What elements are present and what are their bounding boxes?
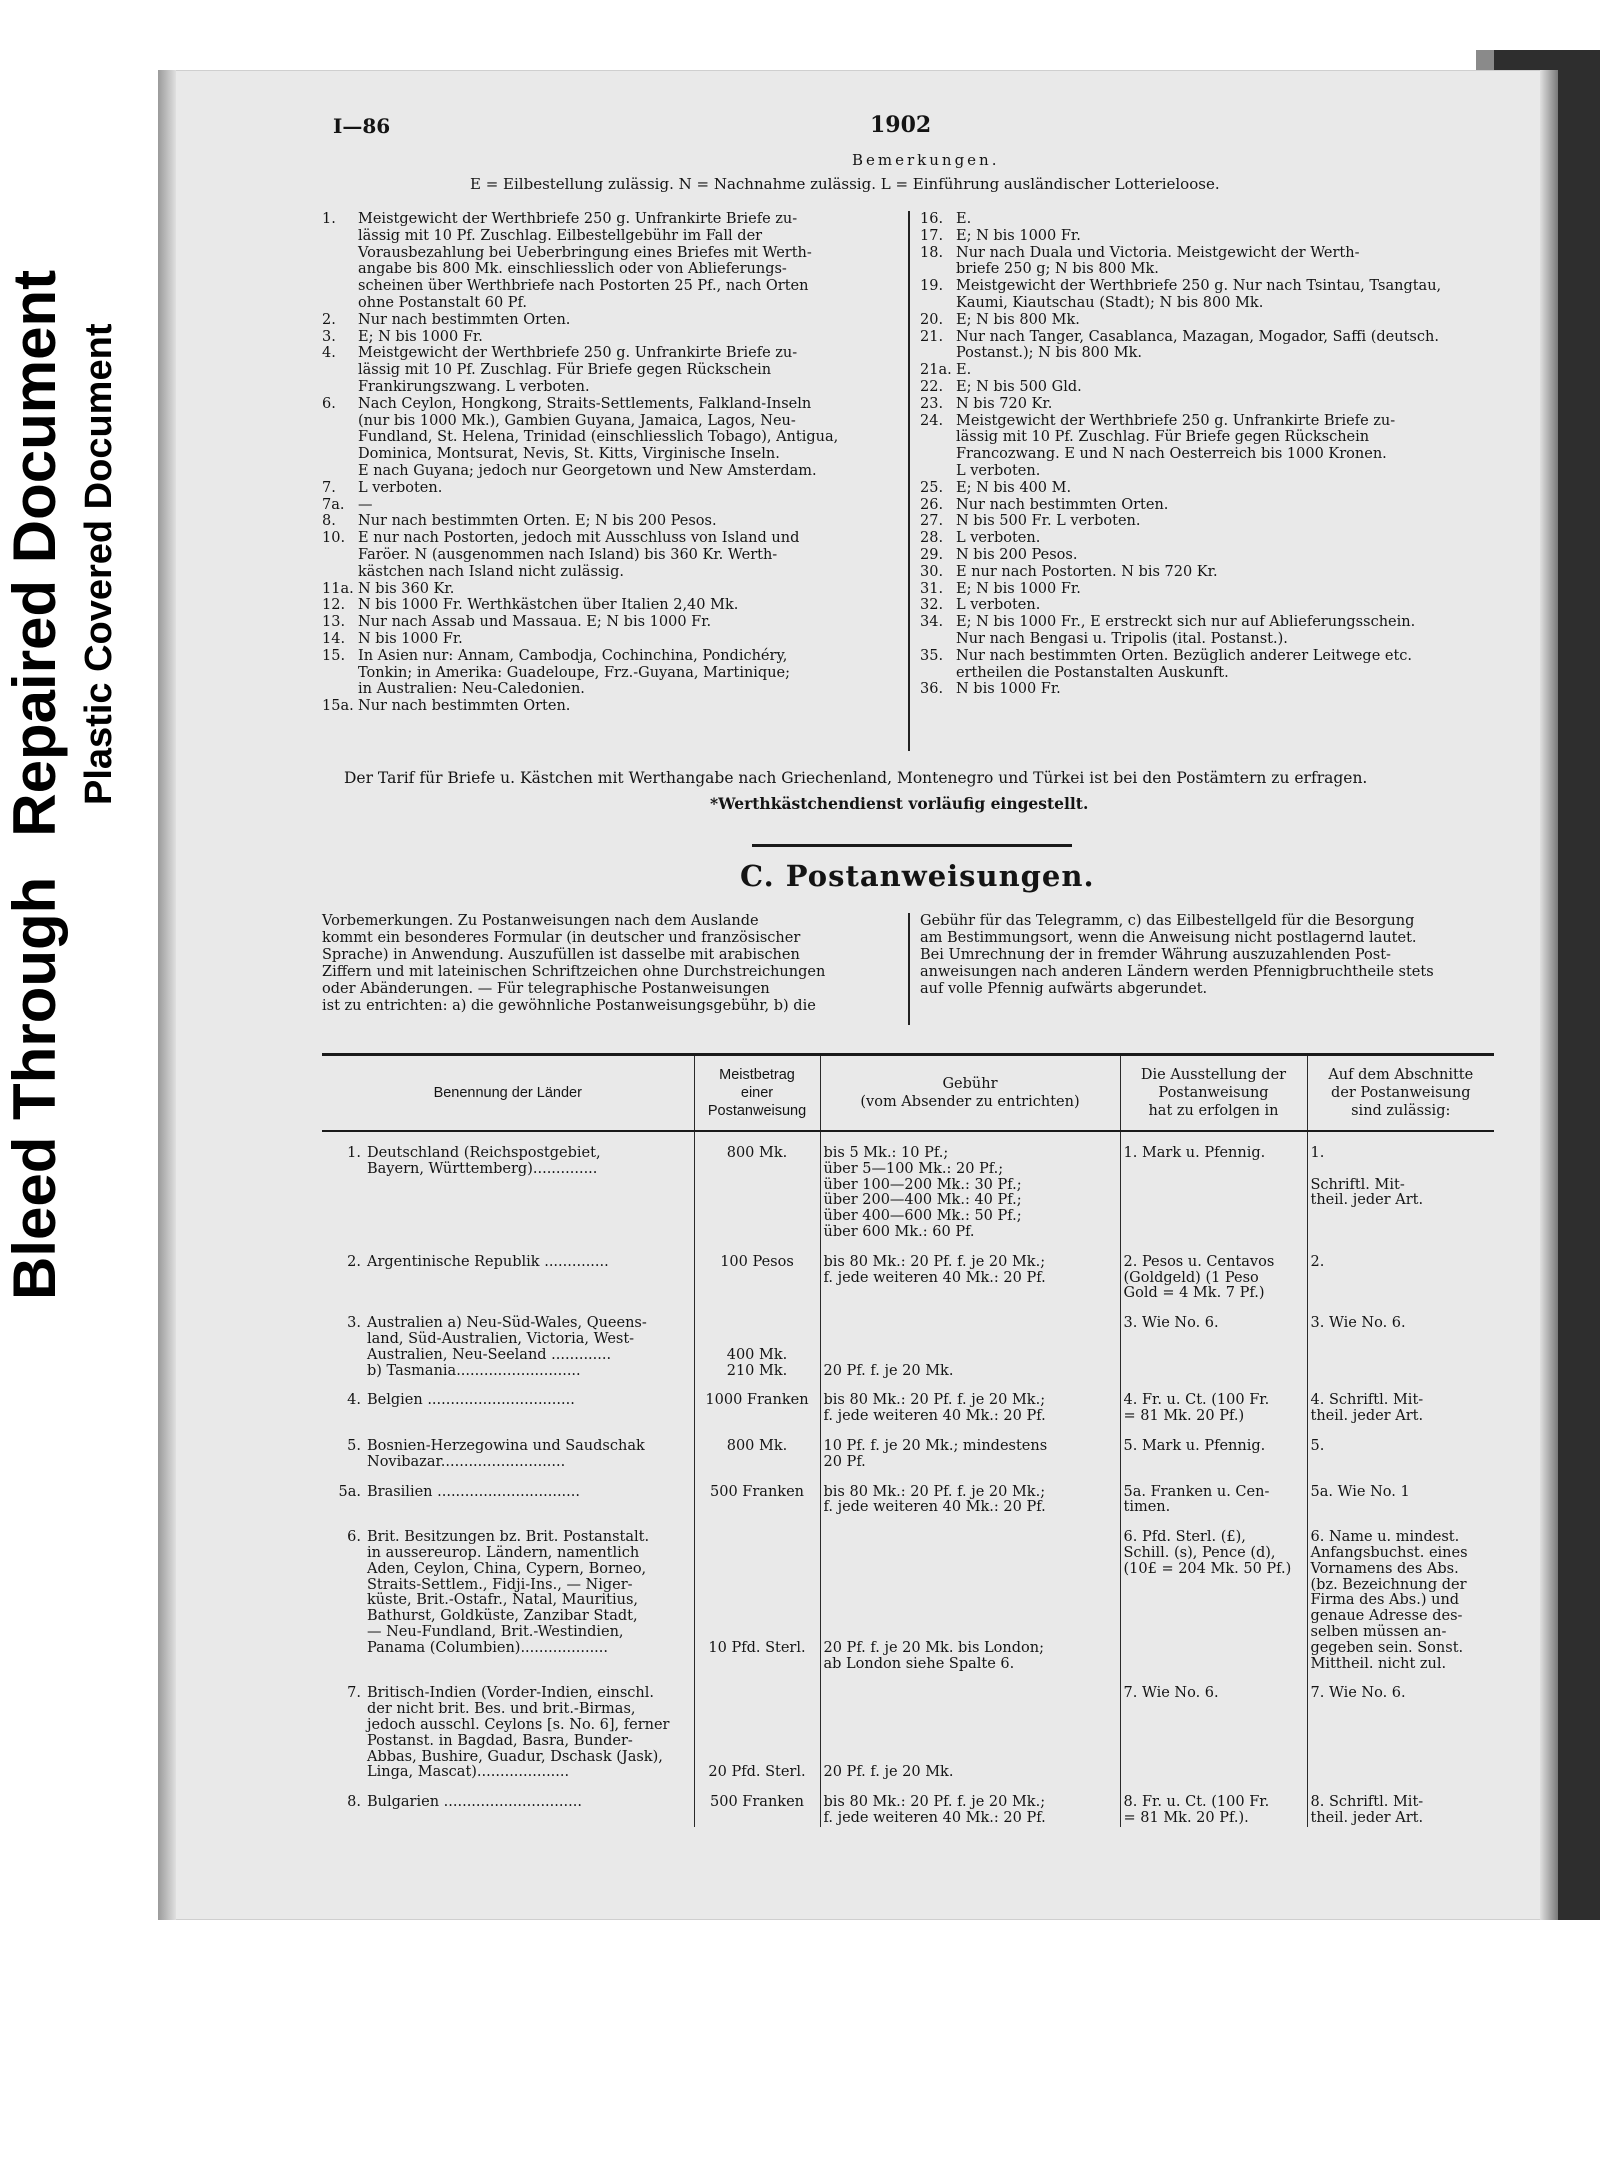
- remark-number: 7a.: [322, 496, 345, 513]
- spacer-cell: [694, 1131, 820, 1146]
- remark-item: [920, 513, 1495, 530]
- table-row: [322, 1686, 1494, 1781]
- spacer-cell: [820, 1302, 1120, 1316]
- remark-number: 17.: [920, 227, 944, 244]
- table-row: [322, 1393, 1494, 1425]
- row-spacer: [322, 1241, 1494, 1255]
- coupon-cell: 1. Schriftl. Mit- theil. jeder Art.: [1307, 1146, 1494, 1241]
- remark-text: N bis 720 Kr.: [956, 395, 1053, 412]
- remark-item: [920, 564, 1495, 581]
- remark-number: 12.: [322, 597, 346, 614]
- side-labels: [0, 0, 140, 1300]
- remark-item: [322, 631, 902, 648]
- max-amount-cell: 10 Pfd. Sterl.: [694, 1530, 820, 1672]
- spacer-cell: [322, 1516, 694, 1530]
- col-header-issued-in: Die Ausstellung der Postanweisung hat zu erfolgen in: [1120, 1055, 1307, 1132]
- issued-in-cell: 8. Fr. u. Ct. (100 Fr. = 81 Mk. 20 Pf.).: [1120, 1795, 1307, 1827]
- bleed-through-label: Bleed Through: [1, 876, 68, 1300]
- spacer-cell: [1120, 1131, 1307, 1146]
- spacer-cell: [1120, 1302, 1307, 1316]
- remark-text: N bis 500 Fr. L verboten.: [956, 513, 1141, 530]
- country-cell: [322, 1530, 694, 1672]
- remark-number: 25.: [920, 479, 944, 496]
- remark-number: 22.: [920, 378, 944, 395]
- coupon-cell: 4. Schriftl. Mit- theil. jeder Art.: [1307, 1393, 1494, 1425]
- remark-text: Nur nach bestimmten Orten.: [956, 496, 1169, 513]
- spacer-cell: [1120, 1471, 1307, 1485]
- fee-cell: 20 Pf. f. je 20 Mk.: [820, 1686, 1120, 1781]
- country-name: Australien a) Neu-Süd-Wales, Queens- land, Süd-Australien, Victoria, West- Australien, Neu-Seeland ............. b) Tasmania...........................: [367, 1315, 647, 1379]
- remark-item: [920, 245, 1495, 279]
- row-number: 2.: [347, 1253, 361, 1270]
- spacer-cell: [1307, 1379, 1494, 1393]
- fee-cell: 20 Pf. f. je 20 Mk. bis London; ab London siehe Spalte 6.: [820, 1530, 1120, 1672]
- spacer-cell: [1307, 1672, 1494, 1686]
- remark-text: N bis 360 Kr.: [358, 580, 455, 597]
- spacer-cell: [1307, 1516, 1494, 1530]
- remark-text: E; N bis 1000 Fr., E erstreckt sich nur auf Ablieferungsschein. Nur nach Bengasi u. Tripolis (ital. Postanst.).: [956, 614, 1416, 647]
- issued-in-cell: 3. Wie No. 6.: [1120, 1316, 1307, 1379]
- spacer-cell: [694, 1425, 820, 1439]
- issued-in-cell: 4. Fr. u. Ct. (100 Fr. = 81 Mk. 20 Pf.): [1120, 1393, 1307, 1425]
- remark-text: E; N bis 400 M.: [956, 479, 1072, 496]
- remark-text: E nur nach Postorten. N bis 720 Kr.: [956, 563, 1218, 580]
- remark-number: 18.: [920, 244, 944, 261]
- remark-item: [322, 497, 902, 514]
- row-spacer: [322, 1516, 1494, 1530]
- issued-in-cell: 1. Mark u. Pfennig.: [1120, 1146, 1307, 1241]
- remark-number: 27.: [920, 513, 944, 530]
- coupon-cell: 7. Wie No. 6.: [1307, 1686, 1494, 1781]
- max-amount-cell: 20 Pfd. Sterl.: [694, 1686, 820, 1781]
- spacer-cell: [820, 1241, 1120, 1255]
- max-amount-cell: 400 Mk. 210 Mk.: [694, 1316, 820, 1379]
- spacer-cell: [1307, 1131, 1494, 1146]
- remark-item: [322, 581, 902, 598]
- legend-line: E = Eilbestellung zulässig. N = Nachnahme zulässig. L = Einführung ausländischer Lotterieloose.: [470, 175, 1220, 193]
- remark-text: —: [358, 496, 373, 513]
- issued-in-cell: 7. Wie No. 6.: [1120, 1686, 1307, 1781]
- spacer-cell: [1307, 1241, 1494, 1255]
- remark-item: [322, 211, 902, 312]
- remark-number: 3.: [322, 328, 336, 345]
- remark-item: [920, 278, 1495, 312]
- max-amount-cell: 1000 Franken: [694, 1393, 820, 1425]
- remark-text: E; N bis 1000 Fr.: [956, 580, 1081, 597]
- remark-text: L verboten.: [956, 597, 1041, 614]
- row-spacer: [322, 1131, 1494, 1146]
- remark-text: Nur nach Duala und Victoria. Meistgewicht der Werth- briefe 250 g; N bis 800 Mk.: [956, 244, 1360, 278]
- remarks-heading: Bemerkungen.: [852, 151, 1000, 169]
- row-number: 6.: [347, 1529, 361, 1546]
- remark-text: Meistgewicht der Werthbriefe 250 g. Unfrankirte Briefe zu- lässig mit 10 Pf. Zuschlag. Für Briefe gegen Rückschein Frankirungszwang. L verboten.: [358, 345, 798, 395]
- spacer-cell: [1307, 1781, 1494, 1795]
- remark-number: 21.: [920, 328, 944, 345]
- remark-text: Meistgewicht der Werthbriefe 250 g. Unfrankirte Briefe zu- lässig mit 10 Pf. Zuschlag. Für Briefe gegen Rückschein Francozwang. E und N nach Oesterreich bis 1000 Kronen. L verboten.: [956, 412, 1396, 479]
- section-title: C. Postanweisungen.: [740, 859, 1095, 893]
- spacer-cell: [820, 1516, 1120, 1530]
- table-row: [322, 1255, 1494, 1302]
- remark-number: 31.: [920, 580, 944, 597]
- spacer-cell: [322, 1471, 694, 1485]
- remark-number: 19.: [920, 278, 944, 295]
- spacer-cell: [1120, 1516, 1307, 1530]
- money-order-table: [322, 1053, 1494, 1827]
- remark-text: N bis 1000 Fr.: [358, 630, 463, 647]
- row-number: 1.: [347, 1145, 361, 1161]
- spacer-cell: [820, 1781, 1120, 1795]
- table-row: [322, 1485, 1494, 1517]
- remark-number: 6.: [322, 395, 336, 412]
- remark-item: [920, 362, 1495, 379]
- coupon-cell: 6. Name u. mindest. Anfangsbuchst. eines Vornamens des Abs. (bz. Bezeichnung der Firma des Abs.) und genaue Adresse des- selben müssen an- gegeben sein. Sonst. Mittheil. nicht zul.: [1307, 1530, 1494, 1672]
- remark-number: 8.: [322, 513, 336, 530]
- remark-item: [322, 614, 902, 631]
- spacer-cell: [820, 1425, 1120, 1439]
- remark-text: Nur nach bestimmten Orten. E; N bis 200 Pesos.: [358, 513, 717, 530]
- table-row: [322, 1146, 1494, 1241]
- remark-text: Meistgewicht der Werthbriefe 250 g. Unfrankirte Briefe zu- lässig mit 10 Pf. Zuschlag. Eilbestellgebühr im Fall der Vorausbezahlung bei Ueberbringung eines Briefes mit Werth- angabe bis 800 Mk. einschliesslich oder von Ablieferungs- scheinen über Werthbriefe nach Postorten 25 Pf., nach Orten ohne Postanstalt 60 Pf.: [358, 211, 812, 311]
- country-cell: [322, 1795, 694, 1827]
- row-number: 5.: [347, 1437, 361, 1454]
- remark-number: 13.: [322, 614, 346, 631]
- coupon-cell: 3. Wie No. 6.: [1307, 1316, 1494, 1379]
- remarks-divider: [908, 211, 910, 751]
- spacer-cell: [322, 1302, 694, 1316]
- section-rule: [752, 844, 1072, 847]
- remark-number: 23.: [920, 395, 944, 412]
- issued-in-cell: 2. Pesos u. Centavos (Goldgeld) (1 Peso Gold = 4 Mk. 7 Pf.): [1120, 1255, 1307, 1302]
- remark-item: [920, 413, 1495, 480]
- country-cell: [322, 1439, 694, 1471]
- remark-number: 16.: [920, 211, 944, 227]
- fee-cell: 20 Pf. f. je 20 Mk.: [820, 1316, 1120, 1379]
- remark-item: [920, 547, 1495, 564]
- row-spacer: [322, 1425, 1494, 1439]
- row-number: 8.: [347, 1794, 361, 1811]
- remarks-right-column: [920, 211, 1495, 698]
- spacer-cell: [820, 1471, 1120, 1485]
- table-row: [322, 1316, 1494, 1379]
- spacer-cell: [820, 1131, 1120, 1146]
- spacer-cell: [322, 1672, 694, 1686]
- remark-number: 24.: [920, 412, 944, 429]
- remark-item: [322, 513, 902, 530]
- remark-item: [322, 698, 902, 715]
- remark-item: [920, 497, 1495, 514]
- repaired-document-label: Repaired Document: [1, 269, 68, 837]
- issued-in-cell: 5. Mark u. Pfennig.: [1120, 1439, 1307, 1471]
- right-page-shadow: [1540, 70, 1558, 1920]
- row-number: 5a.: [338, 1483, 361, 1500]
- country-name: Belgien ................................: [367, 1392, 575, 1409]
- col-header-coupon: Auf dem Abschnitte der Postanweisung sind zulässig:: [1307, 1055, 1494, 1132]
- remark-number: 7.: [322, 479, 336, 496]
- fee-cell: bis 80 Mk.: 20 Pf. f. je 20 Mk.; f. jede weiteren 40 Mk.: 20 Pf.: [820, 1485, 1120, 1517]
- remark-item: [920, 312, 1495, 329]
- max-amount-cell: 800 Mk.: [694, 1146, 820, 1241]
- row-spacer: [322, 1781, 1494, 1795]
- country-cell: [322, 1393, 694, 1425]
- remark-number: 26.: [920, 496, 944, 513]
- spacer-cell: [322, 1781, 694, 1795]
- issued-in-cell: 5a. Franken u. Cen- timen.: [1120, 1485, 1307, 1517]
- remark-item: [920, 614, 1495, 648]
- remark-number: 32.: [920, 597, 944, 614]
- spacer-cell: [694, 1379, 820, 1393]
- remark-item: [920, 530, 1495, 547]
- spacer-cell: [1120, 1672, 1307, 1686]
- spacer-cell: [322, 1425, 694, 1439]
- remark-number: 14.: [322, 630, 346, 647]
- spacer-cell: [820, 1672, 1120, 1686]
- country-name: Britisch-Indien (Vorder-Indien, einschl. der nicht brit. Bes. und brit.-Birmas, jedoch ausschl. Ceylons [s. No. 6], ferner Postanst. in Bagdad, Basra, Bunder- Abbas, Bushire, Guadur, Dschask (Jask), Linga, Mascat)....................: [367, 1685, 670, 1781]
- country-cell: [322, 1146, 694, 1241]
- max-amount-cell: 500 Franken: [694, 1485, 820, 1517]
- remark-number: 1.: [322, 211, 336, 227]
- remark-number: 4.: [322, 345, 336, 362]
- remark-text: L verboten.: [956, 530, 1041, 547]
- remark-item: [920, 211, 1495, 228]
- row-spacer: [322, 1672, 1494, 1686]
- spacer-cell: [694, 1516, 820, 1530]
- country-cell: [322, 1485, 694, 1517]
- table-row: [322, 1795, 1494, 1827]
- remark-item: [920, 228, 1495, 245]
- remark-text: Meistgewicht der Werthbriefe 250 g. Nur nach Tsintau, Tsangtau, Kaumi, Kiautschau (Stadt); N bis 800 Mk.: [956, 278, 1442, 311]
- spacer-cell: [322, 1379, 694, 1393]
- row-number: 7.: [347, 1685, 361, 1702]
- coupon-cell: 5.: [1307, 1439, 1494, 1471]
- country-name: Brit. Besitzungen bz. Brit. Postanstalt. in aussereurop. Ländern, namentlich Aden, Ceylon, China, Cypern, Borneo, Straits-Settlem., Fidji-Ins., — Niger- küste, Brit.-Ostafr., Natal, Mauritius, Bathurst, Goldküste, Zanzibar Stadt, — Neu-Fundland, Brit.-Westindien, Panama (Columbien)...................: [367, 1529, 650, 1656]
- remark-number: 15a.: [322, 698, 354, 715]
- remark-text: E.: [956, 362, 972, 379]
- fee-cell: bis 80 Mk.: 20 Pf. f. je 20 Mk.; f. jede weiteren 40 Mk.: 20 Pf.: [820, 1795, 1120, 1827]
- remark-item: [322, 345, 902, 395]
- remark-text: L verboten.: [358, 479, 443, 496]
- binding-shadow: [158, 70, 176, 1920]
- country-cell: [322, 1316, 694, 1379]
- spacer-cell: [694, 1471, 820, 1485]
- fee-cell: bis 5 Mk.: 10 Pf.; über 5—100 Mk.: 20 Pf.; über 100—200 Mk.: 30 Pf.; über 200—400 Mk.: 40 Pf.; über 400—600 Mk.: 50 Pf.; über 600 Mk.: 60 Pf.: [820, 1146, 1120, 1241]
- remark-text: E nur nach Postorten, jedoch mit Ausschluss von Island und Faröer. N (ausgenommen nach Island) bis 360 Kr. Werth- kästchen nach Island nicht zulässig.: [358, 530, 800, 580]
- remark-text: E; N bis 1000 Fr.: [956, 227, 1081, 244]
- remark-item: [920, 480, 1495, 497]
- row-spacer: [322, 1471, 1494, 1485]
- fee-cell: 10 Pf. f. je 20 Mk.; mindestens 20 Pf.: [820, 1439, 1120, 1471]
- remark-text: N bis 1000 Fr.: [956, 681, 1061, 698]
- remarks-left-column: [322, 211, 902, 715]
- issued-in-cell: 6. Pfd. Sterl. (£), Schill. (s), Pence (d), (10£ = 204 Mk. 50 Pf.): [1120, 1530, 1307, 1672]
- remark-number: 29.: [920, 546, 944, 563]
- remark-item: [322, 597, 902, 614]
- country-name: Argentinische Republik ..............: [367, 1253, 609, 1270]
- spacer-cell: [1120, 1425, 1307, 1439]
- coupon-cell: 5a. Wie No. 1: [1307, 1485, 1494, 1517]
- remark-item: [920, 681, 1495, 698]
- spacer-cell: [694, 1241, 820, 1255]
- country-name: Brasilien ...............................: [367, 1483, 580, 1500]
- remark-item: [920, 648, 1495, 682]
- remark-item: [322, 648, 902, 698]
- remark-item: [322, 396, 902, 480]
- remark-text: Nach Ceylon, Hongkong, Straits-Settlements, Falkland-Inseln (nur bis 1000 Mk.), Gambien Guyana, Jamaica, Lagos, Neu- Fundland, St. Helena, Trinidad (einschliesslich Tobago), Antigua, Dominica, Montsurat, Nevis, St. Kitts, Virginische Inseln. E nach Guyana; jedoch nur Georgetown und New Amsterdam.: [358, 395, 839, 479]
- fee-cell: bis 80 Mk.: 20 Pf. f. je 20 Mk.; f. jede weiteren 40 Mk.: 20 Pf.: [820, 1255, 1120, 1302]
- remark-text: Nur nach bestimmten Orten.: [358, 311, 571, 328]
- preliminary-remarks-right: Gebühr für das Telegramm, c) das Eilbestellgeld für die Besorgung am Bestimmungsort, wenn die Anweisung nicht postlagernd lautet. Bei Umrechnung der in fremder Währung auszuzahlenden Post- anweisungen nach anderen Ländern werden Pfennigbruchtheile stets auf volle Pfennig aufwärts abgerundet.: [920, 913, 1434, 997]
- remark-number: 28.: [920, 530, 944, 547]
- spacer-cell: [694, 1672, 820, 1686]
- remark-number: 35.: [920, 647, 944, 664]
- country-cell: [322, 1686, 694, 1781]
- remark-text: Nur nach bestimmten Orten. Bezüglich anderer Leitwege etc. ertheilen die Postanstalten Auskunft.: [956, 647, 1413, 681]
- value-box-note: *Werthkästchendienst vorläufig eingestellt.: [710, 794, 1089, 813]
- remark-number: 11a.: [322, 580, 354, 597]
- country-cell: [322, 1255, 694, 1302]
- country-name: Bosnien-Herzegowina und Saudschak Novibazar...........................: [367, 1437, 645, 1470]
- remark-text: E; N bis 800 Mk.: [956, 311, 1080, 328]
- remark-text: Nur nach bestimmten Orten.: [358, 698, 571, 715]
- remark-item: [920, 396, 1495, 413]
- remark-number: 15.: [322, 647, 346, 664]
- page-number: I—86: [333, 114, 391, 138]
- remark-item: [920, 329, 1495, 363]
- spacer-cell: [820, 1379, 1120, 1393]
- col-header-max-amount: Meistbetrag einer Postanweisung: [694, 1055, 820, 1132]
- coupon-cell: 8. Schriftl. Mit- theil. jeder Art.: [1307, 1795, 1494, 1827]
- spacer-cell: [694, 1302, 820, 1316]
- preliminary-remarks-left: Vorbemerkungen. Zu Postanweisungen nach dem Auslande kommt ein besonderes Formular (in deutscher und französischer Sprache) in Anwendung. Auszufüllen ist dasselbe mit arabischen Ziffern und mit lateinischen Schriftzeichen ohne Durchstreichungen oder Abänderungen. — Für telegraphische Postanweisungen ist zu entrichten: a) die gewöhnliche Postanweisungsgebühr, b) die: [322, 913, 826, 1014]
- table-row: [322, 1439, 1494, 1471]
- col-header-fee: Gebühr (vom Absender zu entrichten): [820, 1055, 1120, 1132]
- max-amount-cell: 100 Pesos: [694, 1255, 820, 1302]
- country-name: Deutschland (Reichspostgebiet, Bayern, Württemberg)..............: [367, 1145, 601, 1177]
- remark-text: Nur nach Assab und Massaua. E; N bis 1000 Fr.: [358, 614, 712, 631]
- remark-text: E.: [956, 211, 972, 227]
- row-spacer: [322, 1302, 1494, 1316]
- remark-number: 36.: [920, 681, 944, 698]
- spacer-cell: [1307, 1425, 1494, 1439]
- col-header-country: Benennung der Länder: [322, 1055, 694, 1132]
- spacer-cell: [694, 1781, 820, 1795]
- table-row: [322, 1530, 1494, 1672]
- remark-number: 20.: [920, 311, 944, 328]
- row-spacer: [322, 1379, 1494, 1393]
- spacer-cell: [322, 1131, 694, 1146]
- spacer-cell: [1307, 1302, 1494, 1316]
- spacer-cell: [1120, 1241, 1307, 1255]
- remark-item: [920, 597, 1495, 614]
- remark-item: [322, 312, 902, 329]
- remark-text: In Asien nur: Annam, Cambodja, Cochinchina, Pondichéry, Tonkin; in Amerika: Guadeloupe, Frz.-Guyana, Martinique; in Australien: Neu-Caledonien.: [358, 647, 791, 698]
- remark-number: 34.: [920, 614, 944, 631]
- remark-number: 30.: [920, 563, 944, 580]
- country-name: Bulgarien ..............................: [367, 1794, 582, 1811]
- preliminary-divider: [908, 913, 910, 1025]
- spacer-cell: [322, 1241, 694, 1255]
- remark-number: 10.: [322, 530, 346, 547]
- spacer-cell: [1307, 1471, 1494, 1485]
- remark-text: Nur nach Tanger, Casablanca, Mazagan, Mogador, Saffi (deutsch. Postanst.); N bis 800 Mk.: [956, 328, 1439, 362]
- spacer-cell: [1120, 1781, 1307, 1795]
- fee-cell: bis 80 Mk.: 20 Pf. f. je 20 Mk.; f. jede weiteren 40 Mk.: 20 Pf.: [820, 1393, 1120, 1425]
- remark-number: 21a.: [920, 362, 952, 379]
- remark-item: [920, 379, 1495, 396]
- remark-text: N bis 200 Pesos.: [956, 546, 1078, 563]
- remark-text: N bis 1000 Fr. Werthkästchen über Italien 2,40 Mk.: [358, 597, 739, 614]
- remark-item: [920, 581, 1495, 598]
- remark-item: [322, 480, 902, 497]
- table-header-row: [322, 1055, 1494, 1132]
- max-amount-cell: 500 Franken: [694, 1795, 820, 1827]
- remark-item: [322, 329, 902, 346]
- max-amount-cell: 800 Mk.: [694, 1439, 820, 1471]
- side-label-main: [0, 270, 69, 1300]
- page-year: 1902: [870, 112, 932, 138]
- remark-text: E; N bis 1000 Fr.: [358, 328, 483, 345]
- row-number: 4.: [347, 1392, 361, 1409]
- tariff-note: Der Tarif für Briefe u. Kästchen mit Werthangabe nach Griechenland, Montenegro und Türkei ist bei den Postämtern zu erfragen.: [344, 769, 1368, 787]
- remark-text: E; N bis 500 Gld.: [956, 378, 1082, 395]
- coupon-cell: 2.: [1307, 1255, 1494, 1302]
- remark-item: [322, 530, 902, 580]
- spacer-cell: [1120, 1379, 1307, 1393]
- row-number: 3.: [347, 1315, 361, 1332]
- plastic-covered-label: Plastic Covered Document: [78, 323, 120, 805]
- remark-number: 2.: [322, 311, 336, 328]
